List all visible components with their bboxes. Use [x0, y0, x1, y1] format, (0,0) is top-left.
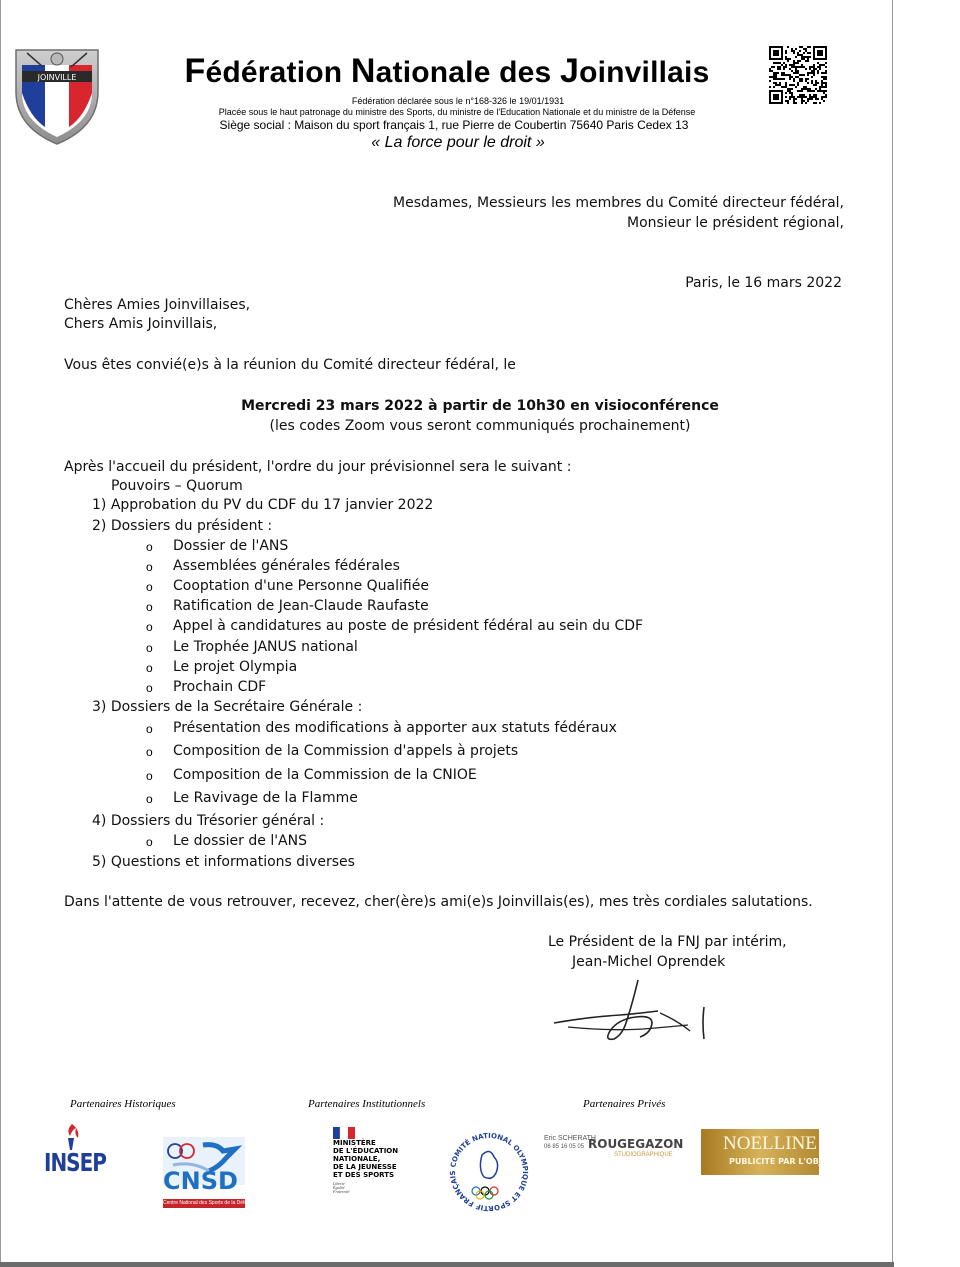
list-item: Présentation des modifications à apporter aux statuts fédéraux: [173, 720, 617, 736]
cnosf-logo: [444, 1127, 534, 1217]
cnsd-logo: CNSD Centre National des Sports de la Défense: [163, 1137, 245, 1209]
noelline-logo: NOELLINE PUBLICITE PAR L'OBJ: [701, 1129, 819, 1175]
list-item: Ratification de Jean-Claude Raufaste: [173, 598, 429, 614]
patronage-line: Placée sous le haut patronage du ministre des Sports, du ministre de l'Education Nationale et du ministre de la Défense: [218, 107, 696, 117]
partners-historiques-label: Partenaires Historiques: [70, 1098, 176, 1110]
agenda-intro: Après l'accueil du président, l'ordre du jour prévisionnel sera le suivant :: [64, 459, 572, 475]
list-item: Cooptation d'une Personne Qualifiée: [173, 578, 429, 594]
bullet-icon: o: [146, 580, 153, 594]
greeting-line-2: Chers Amis Joinvillais,: [64, 316, 218, 332]
insep-logo: INSEP: [38, 1120, 102, 1182]
closing-text: Dans l'attente de vous retrouver, recevez, cher(ère)s ami(e)s Joinvillais(es), mes très cordiales salutations.: [64, 894, 813, 910]
partners-institutionnels-label: Partenaires Institutionnels: [308, 1098, 426, 1110]
qr-code-icon[interactable]: [769, 46, 827, 104]
agenda-item-3: 3) Dossiers de la Secrétaire Générale :: [92, 699, 363, 715]
bullet-icon: o: [146, 835, 153, 849]
svg-text:COMITÉ NATIONAL OLYMPIQUE ET S: COMITÉ NATIONAL OLYMPIQUE ET SPORTIF FRANÇAIS: [448, 1131, 530, 1213]
list-item: Assemblées générales fédérales: [173, 558, 400, 574]
address-line: Siège social : Maison du sport français 1, rue Pierre de Coubertin 75640 Paris Cedex 13: [219, 118, 689, 132]
greeting-line-1: Chères Amies Joinvillaises,: [64, 297, 251, 313]
torch-icon: [38, 1120, 102, 1150]
ministere-logo: MINISTÈRE DE L'ÉDUCATION NATIONALE, DE LA JEUNESSE ET DES SPORTS Liberté Égalité Fraternité: [333, 1127, 413, 1197]
list-item: Dossier de l'ANS: [173, 538, 289, 554]
agenda-item-1: 1) Approbation du PV du CDF du 17 janvier 2022: [92, 497, 434, 513]
bullet-icon: o: [146, 681, 153, 695]
logo-label: JOINVILLE: [37, 73, 77, 82]
bullet-icon: o: [146, 600, 153, 614]
rougegazon-logo: Eric SCHERATH 06 85 16 05 05 ROUGEGAZON STUDIOGRAPHIQUE: [544, 1135, 684, 1158]
bullet-icon: o: [146, 540, 153, 554]
bullet-icon: o: [146, 745, 153, 759]
meeting-note: (les codes Zoom vous seront communiqués prochainement): [269, 418, 691, 434]
bullet-icon: o: [146, 620, 153, 634]
list-item: Le Ravivage de la Flamme: [173, 790, 358, 806]
list-item: Prochain CDF: [173, 679, 267, 695]
page-bottom-edge: [0, 1262, 894, 1267]
signature-name: Jean-Michel Oprendek: [572, 954, 726, 970]
list-item: Le projet Olympia: [173, 659, 298, 675]
list-item: Composition de la Commission de la CNIOE: [173, 767, 477, 783]
recipients-line-1: Mesdames, Messieurs les membres du Comité directeur fédéral,: [393, 195, 844, 211]
letter-date: Paris, le 16 mars 2022: [685, 275, 842, 291]
bullet-icon: o: [146, 560, 153, 574]
list-item: Appel à candidatures au poste de président fédéral au sein du CDF: [173, 618, 644, 634]
list-item: Le Trophée JANUS national: [173, 639, 358, 655]
bullet-icon: o: [146, 769, 153, 783]
list-item: Composition de la Commission d'appels à projets: [173, 743, 519, 759]
page-title: Fédération Nationale des Joinvillais: [184, 52, 710, 90]
agenda-item-4: 4) Dossiers du Trésorier général :: [92, 813, 325, 829]
agenda-item-5: 5) Questions et informations diverses: [92, 854, 355, 870]
bullet-icon: o: [146, 792, 153, 806]
bullet-icon: o: [146, 641, 153, 655]
bullet-icon: o: [146, 722, 153, 736]
agenda-item-2: 2) Dossiers du président :: [92, 518, 273, 534]
list-item: Le dossier de l'ANS: [173, 833, 307, 849]
recipients-line-2: Monsieur le président régional,: [627, 215, 844, 231]
meeting-date: Mercredi 23 mars 2022 à partir de 10h30 en visioconférence: [241, 398, 719, 414]
signature-title: Le Président de la FNJ par intérim,: [548, 934, 787, 950]
bullet-icon: o: [146, 661, 153, 675]
declaration-line: Fédération déclarée sous le n°168-326 le 19/01/1931: [351, 96, 565, 106]
agenda-preamble: Pouvoirs – Quorum: [111, 478, 243, 494]
handwritten-signature: [548, 975, 718, 1055]
partners-prives-label: Partenaires Privés: [583, 1098, 666, 1110]
invitation-text: Vous êtes convié(e)s à la réunion du Comité directeur fédéral, le: [64, 357, 516, 373]
motto: « La force pour le droit »: [371, 134, 545, 151]
marianne-icon: [333, 1127, 355, 1139]
